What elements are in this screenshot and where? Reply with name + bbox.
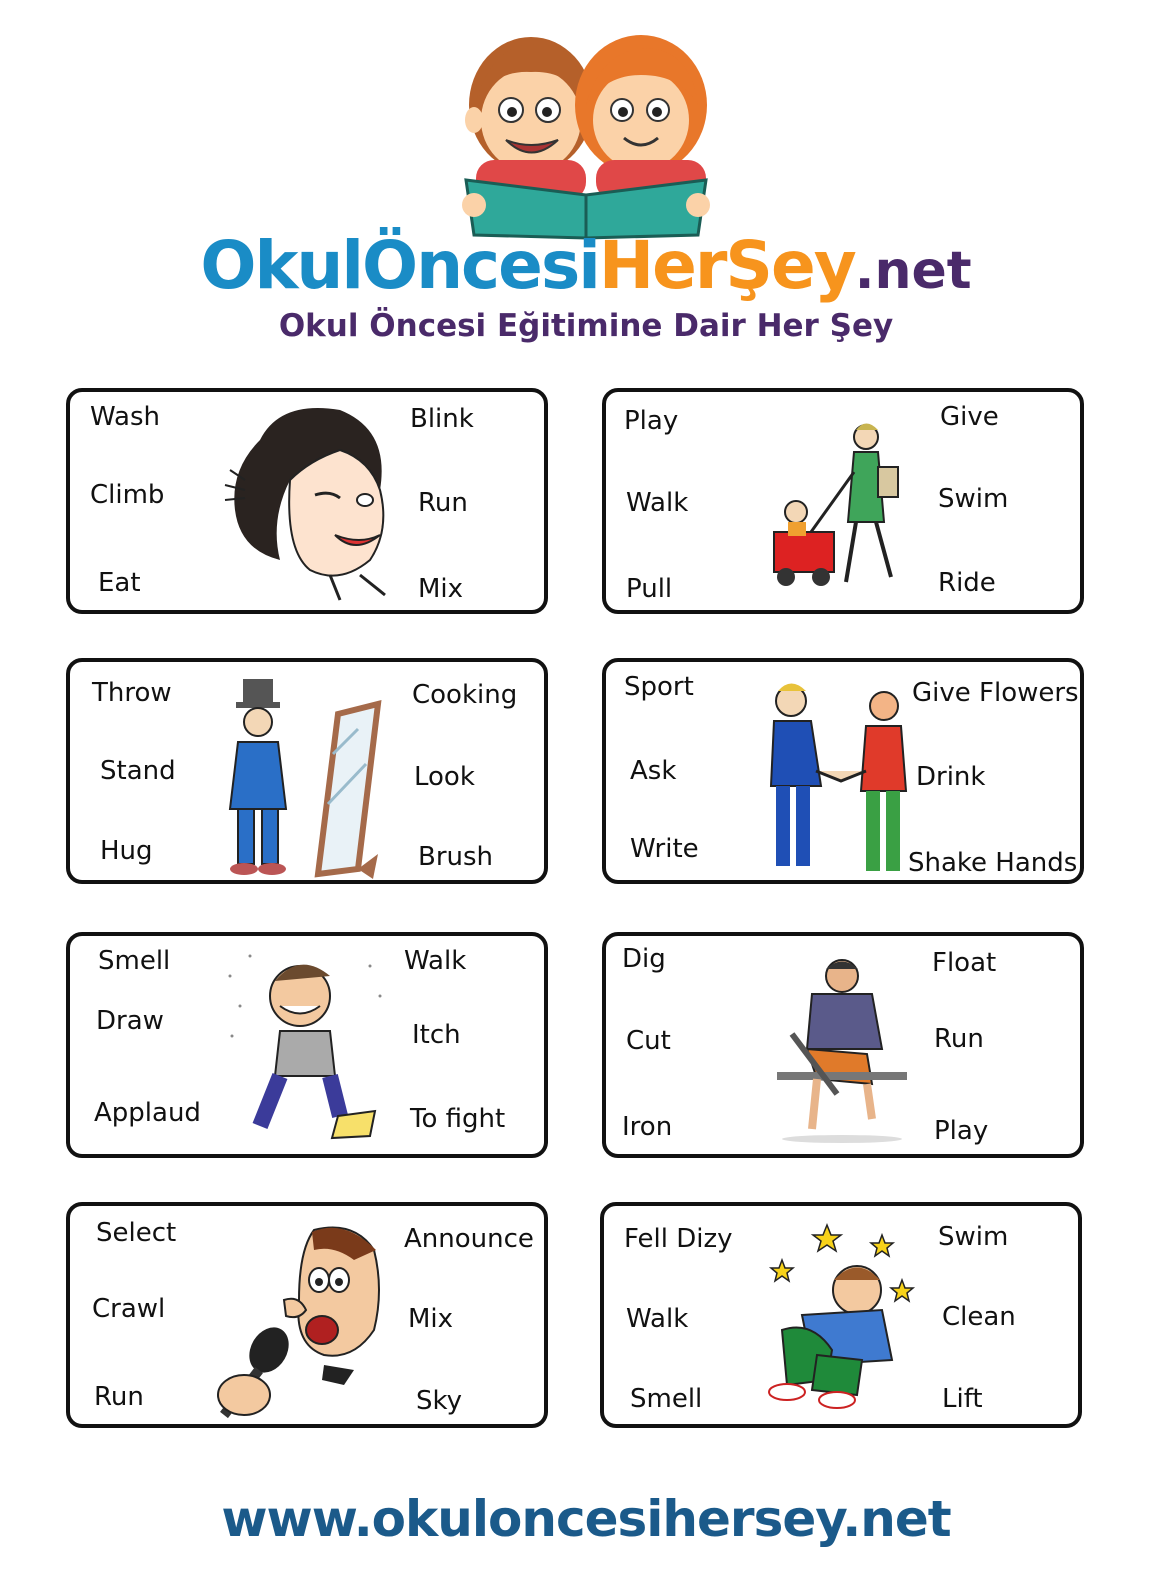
word-left-3: Applaud bbox=[94, 1098, 201, 1128]
word-right-1: Blink bbox=[410, 404, 474, 434]
word-left-2: Draw bbox=[96, 1006, 164, 1036]
reading-kids-logo-icon bbox=[436, 10, 736, 240]
word-left-1: Smell bbox=[98, 946, 171, 976]
word-right-1: Cooking bbox=[412, 680, 518, 710]
word-right-3: Sky bbox=[416, 1386, 463, 1416]
word-left-1: Dig bbox=[622, 944, 666, 974]
word-left-2: Cut bbox=[626, 1026, 671, 1056]
vocab-card-3 bbox=[66, 658, 548, 884]
word-right-3: Ride bbox=[938, 568, 996, 598]
word-left-3: Run bbox=[94, 1382, 144, 1412]
brand-part-hersey: HerŞey bbox=[598, 227, 855, 304]
word-left-2: Walk bbox=[626, 488, 689, 518]
sawing-man-icon bbox=[772, 954, 912, 1144]
word-right-3: To fight bbox=[410, 1104, 506, 1134]
vocab-card-2 bbox=[602, 388, 1084, 614]
word-left-3: Eat bbox=[98, 568, 141, 598]
handshake-icon bbox=[766, 676, 916, 881]
brand-name bbox=[0, 226, 1172, 311]
vocab-card-6 bbox=[602, 932, 1084, 1158]
winking-woman-icon bbox=[220, 400, 400, 605]
word-left-1: Play bbox=[624, 406, 679, 436]
word-left-3: Pull bbox=[626, 574, 673, 604]
word-right-1: Give bbox=[940, 402, 999, 432]
word-right-1: Float bbox=[932, 948, 997, 978]
word-left-2: Ask bbox=[630, 756, 677, 786]
word-right-1: Walk bbox=[404, 946, 467, 976]
vocab-card-4 bbox=[602, 658, 1084, 884]
word-right-1: Swim bbox=[938, 1222, 1009, 1252]
vocab-card-8 bbox=[600, 1202, 1082, 1428]
vocab-card-1 bbox=[66, 388, 548, 614]
tagline: Okul Öncesi Eğitimine Dair Her Şey bbox=[278, 308, 894, 344]
announcer-icon bbox=[204, 1220, 404, 1425]
word-right-2: Run bbox=[934, 1024, 984, 1054]
word-left-3: Hug bbox=[100, 836, 153, 866]
word-left-2: Crawl bbox=[92, 1294, 166, 1324]
word-right-2: Mix bbox=[408, 1304, 454, 1334]
word-left-1: Throw bbox=[92, 678, 172, 708]
word-right-3: Lift bbox=[942, 1384, 983, 1414]
word-left-1: Wash bbox=[90, 402, 161, 432]
word-right-2: Run bbox=[418, 488, 468, 518]
word-right-3: Mix bbox=[418, 574, 464, 604]
site-logo bbox=[0, 0, 1172, 370]
word-left-2: Walk bbox=[626, 1304, 689, 1334]
word-right-2: Look bbox=[414, 762, 475, 792]
word-left-1: Select bbox=[96, 1218, 177, 1248]
word-left-2: Climb bbox=[90, 480, 165, 510]
footer-url[interactable]: www.okuloncesihersey.net bbox=[221, 1490, 951, 1548]
word-right-1: Announce bbox=[404, 1224, 534, 1254]
dizzy-boy-icon bbox=[742, 1220, 922, 1415]
word-right-2: Clean bbox=[942, 1302, 1016, 1332]
word-right-2: Drink bbox=[916, 762, 986, 792]
word-right-3: Play bbox=[934, 1116, 989, 1146]
word-left-2: Stand bbox=[100, 756, 176, 786]
word-left-3: Write bbox=[630, 834, 699, 864]
brand-part-okuloncesi: OkulÖncesi bbox=[200, 227, 599, 304]
word-left-1: Fell Dizy bbox=[624, 1224, 733, 1254]
vocab-card-7 bbox=[66, 1202, 548, 1428]
word-left-1: Sport bbox=[624, 672, 694, 702]
word-left-3: Smell bbox=[630, 1384, 703, 1414]
man-mirror-icon bbox=[208, 674, 398, 879]
word-right-1: Give Flowers bbox=[912, 678, 1079, 708]
word-right-2: Swim bbox=[938, 484, 1009, 514]
word-right-3: Shake Hands bbox=[908, 848, 1078, 878]
brand-part-net: .net bbox=[854, 241, 972, 301]
word-right-3: Brush bbox=[418, 842, 494, 872]
word-left-3: Iron bbox=[622, 1112, 673, 1142]
itching-man-icon bbox=[220, 946, 400, 1146]
vocab-card-5 bbox=[66, 932, 548, 1158]
wagon-walk-icon bbox=[766, 412, 916, 602]
word-right-2: Itch bbox=[412, 1020, 461, 1050]
